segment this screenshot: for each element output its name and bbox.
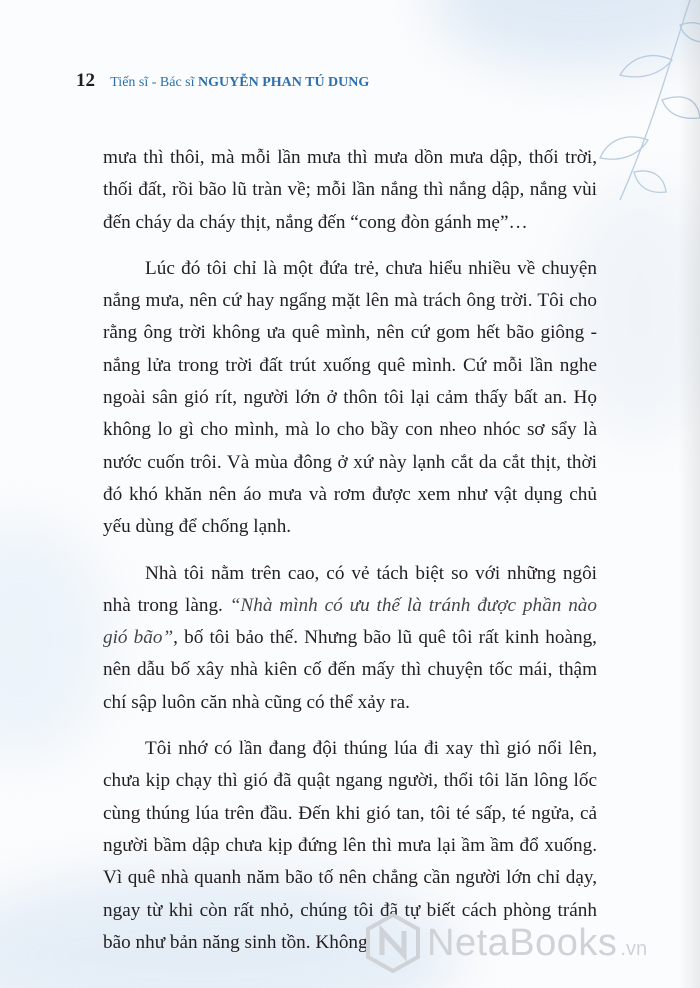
running-header xyxy=(76,70,369,92)
paragraph-1: mưa thì thôi, mà mỗi lần mưa thì mưa dồn mưa dập, thối trời, thối đất, rồi bão lũ tràn về; mỗi lần nắng thì nắng dập, nắng vùi đến cháy da cháy thịt, nắng đến “cong đòn gánh mẹ”… xyxy=(103,147,597,233)
body-text xyxy=(103,142,597,973)
page-number: 12 xyxy=(76,70,95,91)
paragraph-3-rest: , bố tôi bảo thế. Nhưng bão lũ quê tôi rất kinh hoàng, nên dẫu bố xây nhà kiên cố đến mấy thì chuyện tốc mái, thậm chí sập luôn căn nhà cũng có thể xảy ra. xyxy=(103,627,597,713)
netabooks-watermark xyxy=(365,913,647,973)
father-quote: “Nhà mình có ưu thế là tránh được phần nào gió bão” xyxy=(103,594,597,649)
watercolor-wash-left xyxy=(0,520,110,760)
paragraph-4: Tôi nhớ có lần đang đội thúng lúa đi xay thì gió nổi lên, chưa kịp chạy thì gió đã quật ngang người, thổi tôi lăn lông lốc cùng thúng lúa trên đầu. Đến khi gió tan, tôi té sấp, té ngửa, cả người bầm dập chưa kịp đứng lên thì mưa lại ầm ầm đổ xuống. Vì quê nhà quanh năm bão tố nên chẳng cần người lớn chỉ dạy, ngay từ khi còn rất nhỏ, chúng tôi đã tự biết cách phòng tránh bão như bản năng sinh tồn. Không xyxy=(103,738,597,953)
author-title: Tiến sĩ - Bác sĩ xyxy=(110,75,195,90)
paragraph-3 xyxy=(103,558,597,719)
paragraph-2: Lúc đó tôi chỉ là một đứa trẻ, chưa hiểu nhiều về chuyện nắng mưa, nên cứ hay ngẩng mặt lên mà trách ông trời. Tôi cho rằng ông trời không ưa quê mình, nên cứ gom hết bão giông - nắng lửa trong trời đất trút xuống quê mình. Cứ mỗi lần nghe ngoài sân gió rít, người lớn ở thôn tôi lại cảm thấy bất an. Họ không lo gì cho mình, mà lo cho bầy con nheo nhóc sơ sẩy là nước cuốn trôi. Và mùa đông ở xứ này lạnh cắt da cắt thịt, thời đó khó khăn nên áo mưa và rơm được xem như vật dụng chủ yếu dùng để chống lạnh. xyxy=(103,257,597,538)
author-name: NGUYỄN PHAN TÚ DUNG xyxy=(198,75,370,90)
netabooks-logo-icon xyxy=(365,913,421,973)
watermark-domain: .vn xyxy=(620,937,648,960)
watermark-brand: NetaBooks xyxy=(427,921,618,964)
page-edge-shadow xyxy=(678,0,700,988)
paragraph-3-lead: Nhà tôi nằm trên cao, có vẻ tách biệt so với những ngôi nhà trong làng. xyxy=(103,562,597,616)
